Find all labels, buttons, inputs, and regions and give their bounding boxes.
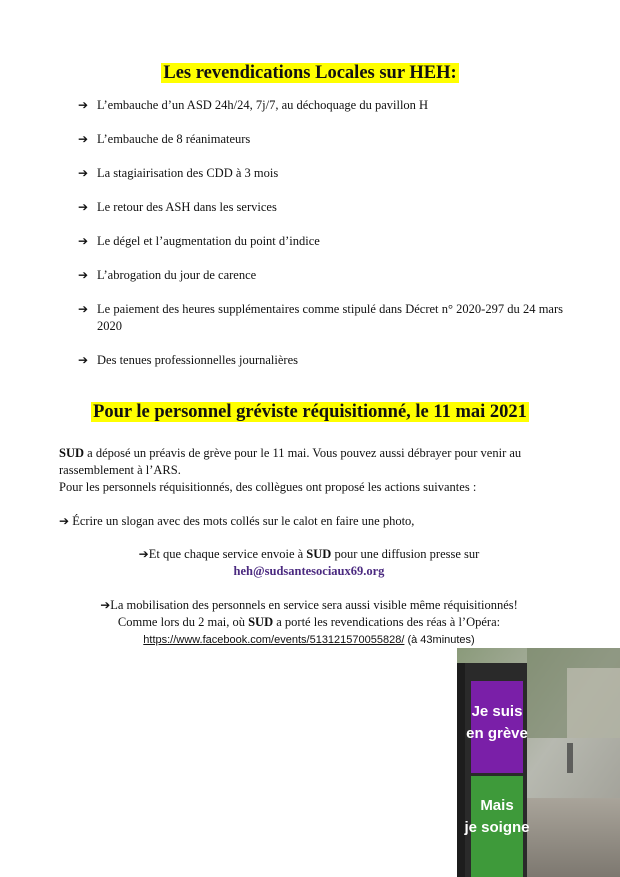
section-title-local-demands: Les revendications Locales sur HEH: xyxy=(163,63,457,83)
sign-text-top-2: en grève xyxy=(466,725,528,742)
arrow-right-icon: ➔ xyxy=(78,234,89,248)
action-slogan: ➔ Écrire un slogan avec des mots collés sur le calot en faire une photo, xyxy=(59,514,415,528)
section-title-strike: Pour le personnel gréviste réquisitionné, le 11 mai 2021 xyxy=(93,402,527,422)
list-item: ➔ L’embauche de 8 réanimateurs xyxy=(78,132,251,146)
arrow-right-icon: ➔ xyxy=(78,166,89,180)
action-send-photo: ➔Et que chaque service envoie à SUD pour une diffusion presse sur heh@sudsantesociaux69.org xyxy=(138,547,480,578)
strike-sign-photo xyxy=(457,648,620,877)
arrow-right-icon: ➔ xyxy=(78,98,89,112)
facebook-event-link[interactable]: https://www.facebook.com/events/513121570055828/ xyxy=(143,634,405,646)
demands-list xyxy=(78,97,563,369)
list-item: ➔ Des tenues professionnelles journalières xyxy=(78,353,298,367)
strike-sign-illustration xyxy=(457,648,620,877)
arrow-right-icon: ➔ xyxy=(78,268,89,282)
sign-text-bottom-2: je soigne xyxy=(464,819,530,836)
arrow-right-icon: ➔ xyxy=(100,598,111,612)
list-item: ➔ Le dégel et l’augmentation du point d’indice xyxy=(78,234,320,248)
contact-email-link[interactable]: heh@sudsantesociaux69.org xyxy=(233,564,385,578)
arrow-right-icon: ➔ xyxy=(78,353,89,367)
arrow-right-icon: ➔ xyxy=(138,547,149,561)
list-item: ➔ L’embauche d’un ASD 24h/24, 7j/7, au déchoquage du pavillon H xyxy=(78,98,429,112)
sign-text-bottom-1: Mais xyxy=(480,797,514,814)
arrow-right-icon: ➔ xyxy=(78,200,89,214)
arrow-right-icon: ➔ xyxy=(59,514,70,528)
list-item: ➔ L’abrogation du jour de carence xyxy=(78,268,257,282)
action-mobilisation: ➔La mobilisation des personnels en service sera aussi visible même réquisitionnés! Comme lors du 2 mai, où SUD a porté les revendications des réas à l’Opéra: https://www.facebook.com/events/513121570055828/ (à 43minutes) xyxy=(100,598,518,646)
list-item: ➔ Le retour des ASH dans les services xyxy=(78,200,277,214)
actions-intro: Pour les personnels réquisitionnés, des collègues ont proposé les actions suivantes : xyxy=(59,480,477,494)
strike-notice-paragraph: SUD a déposé un préavis de grève pour le 11 mai. Vous pouvez aussi débrayer pour venir au rassemblement à l’ARS. xyxy=(59,446,522,477)
list-item: ➔ La stagiairisation des CDD à 3 mois xyxy=(78,166,279,180)
sign-text-top-1: Je suis xyxy=(471,703,523,720)
facebook-event-line: https://www.facebook.com/events/513121570055828/ (à 43minutes) xyxy=(143,634,475,646)
list-item: ➔ Le paiement des heures supplémentaires comme stipulé dans Décret n° 2020-297 du 24 mars 2020 xyxy=(78,302,563,333)
arrow-right-icon: ➔ xyxy=(78,132,89,146)
arrow-right-icon: ➔ xyxy=(78,302,89,316)
